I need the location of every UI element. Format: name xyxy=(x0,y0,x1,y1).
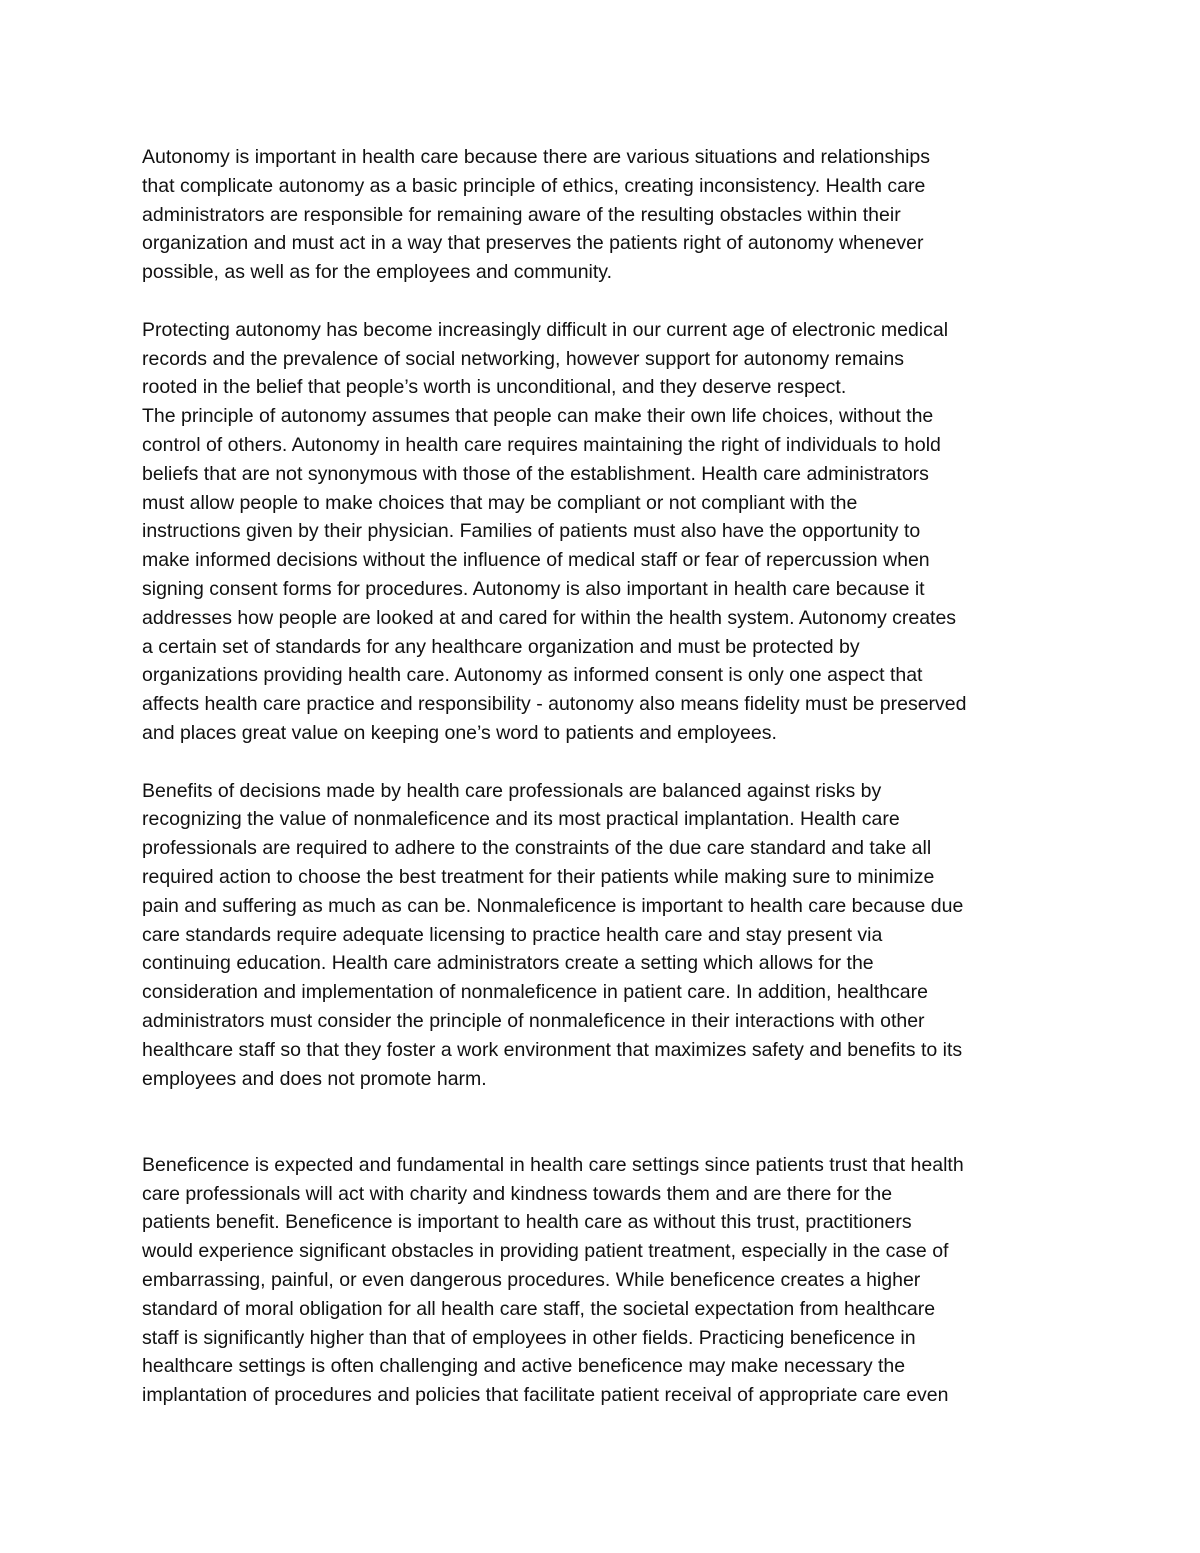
text-line: care professionals will act with charity and kindness towards them and are there for the xyxy=(142,1182,893,1205)
paragraph-beneficence xyxy=(142,1151,1072,1410)
text-line: Autonomy is important in health care because there are various situations and relationships xyxy=(142,146,931,168)
text-line: pain and suffering as much as can be. Nonmaleficence is important to health care because due xyxy=(142,894,964,917)
text-line: Benefits of decisions made by health care professionals are balanced against risks by xyxy=(142,779,882,802)
text-line: affects health care practice and responsibility - autonomy also means fidelity must be preserved xyxy=(142,693,967,716)
text-line: The principle of autonomy assumes that people can make their own life choices, without the xyxy=(142,405,934,428)
text-line: records and the prevalence of social networking, however support for autonomy remains xyxy=(142,347,904,370)
paragraph-nonmaleficence xyxy=(142,777,1072,1094)
text-line: staff is significantly higher than that of employees in other fields. Practicing beneficence in xyxy=(142,1326,916,1349)
text-line: continuing education. Health care administrators create a setting which allows for the xyxy=(142,952,874,975)
text-line: required action to choose the best treatment for their patients while making sure to minimize xyxy=(142,865,935,888)
text-line: addresses how people are looked at and cared for within the health system. Autonomy creates xyxy=(142,606,957,629)
text-line: healthcare settings is often challenging and active beneficence may make necessary the xyxy=(142,1355,906,1378)
document-body xyxy=(142,143,1072,1410)
paragraph-autonomy-intro xyxy=(142,143,1072,287)
text-line: and places great value on keeping one’s word to patients and employees. xyxy=(142,721,777,744)
text-line: administrators are responsible for remaining aware of the resulting obstacles within their xyxy=(142,203,901,226)
text-line: make informed decisions without the influence of medical staff or fear of repercussion when xyxy=(142,549,930,572)
paragraph-gap xyxy=(142,1093,1072,1122)
text-line: Beneficence is expected and fundamental in health care settings since patients trust that health xyxy=(142,1153,964,1176)
text-line: patients benefit. Beneficence is important to health care as without this trust, practitioners xyxy=(142,1211,912,1234)
paragraph-protecting-autonomy xyxy=(142,316,1072,748)
text-line: organizations providing health care. Autonomy as informed consent is only one aspect that xyxy=(142,664,923,687)
text-line: rooted in the belief that people’s worth is unconditional, and they deserve respect. xyxy=(142,376,847,399)
paragraph-gap xyxy=(142,748,1072,777)
text-line: employees and does not promote harm. xyxy=(142,1067,487,1090)
text-line: implantation of procedures and policies that facilitate patient receival of appropriate care even xyxy=(142,1384,949,1407)
text-line: administrators must consider the principle of nonmaleficence in their interactions with other xyxy=(142,1009,925,1032)
text-line: organization and must act in a way that preserves the patients right of autonomy whenever xyxy=(142,232,924,255)
text-line: instructions given by their physician. Families of patients must also have the opportunity to xyxy=(142,520,921,543)
text-line: that complicate autonomy as a basic principle of ethics, creating inconsistency. Health care xyxy=(142,174,926,197)
paragraph-gap xyxy=(142,287,1072,316)
text-line: care standards require adequate licensing to practice health care and stay present via xyxy=(142,923,883,946)
text-line: Protecting autonomy has become increasingly difficult in our current age of electronic medical xyxy=(142,318,949,341)
text-line: signing consent forms for procedures. Autonomy is also important in health care because it xyxy=(142,577,925,600)
text-line: recognizing the value of nonmaleficence and its most practical implantation. Health care xyxy=(142,808,900,831)
paragraph-gap xyxy=(142,1122,1072,1151)
text-line: consideration and implementation of nonmaleficence in patient care. In addition, healthcare xyxy=(142,981,928,1004)
text-line: a certain set of standards for any healthcare organization and must be protected by xyxy=(142,635,860,658)
text-line: beliefs that are not synonymous with those of the establishment. Health care administrators xyxy=(142,462,929,485)
text-line: professionals are required to adhere to the constraints of the due care standard and take all xyxy=(142,837,932,860)
text-line: healthcare staff so that they foster a work environment that maximizes safety and benefits to its xyxy=(142,1038,963,1061)
text-line: would experience significant obstacles in providing patient treatment, especially in the case of xyxy=(142,1240,949,1263)
text-line: standard of moral obligation for all health care staff, the societal expectation from healthcare xyxy=(142,1297,936,1320)
text-line: embarrassing, painful, or even dangerous procedures. While beneficence creates a higher xyxy=(142,1269,921,1292)
text-line: possible, as well as for the employees and community. xyxy=(142,261,613,284)
text-line: must allow people to make choices that may be compliant or not compliant with the xyxy=(142,491,858,514)
text-line: control of others. Autonomy in health care requires maintaining the right of individuals to hold xyxy=(142,433,941,456)
